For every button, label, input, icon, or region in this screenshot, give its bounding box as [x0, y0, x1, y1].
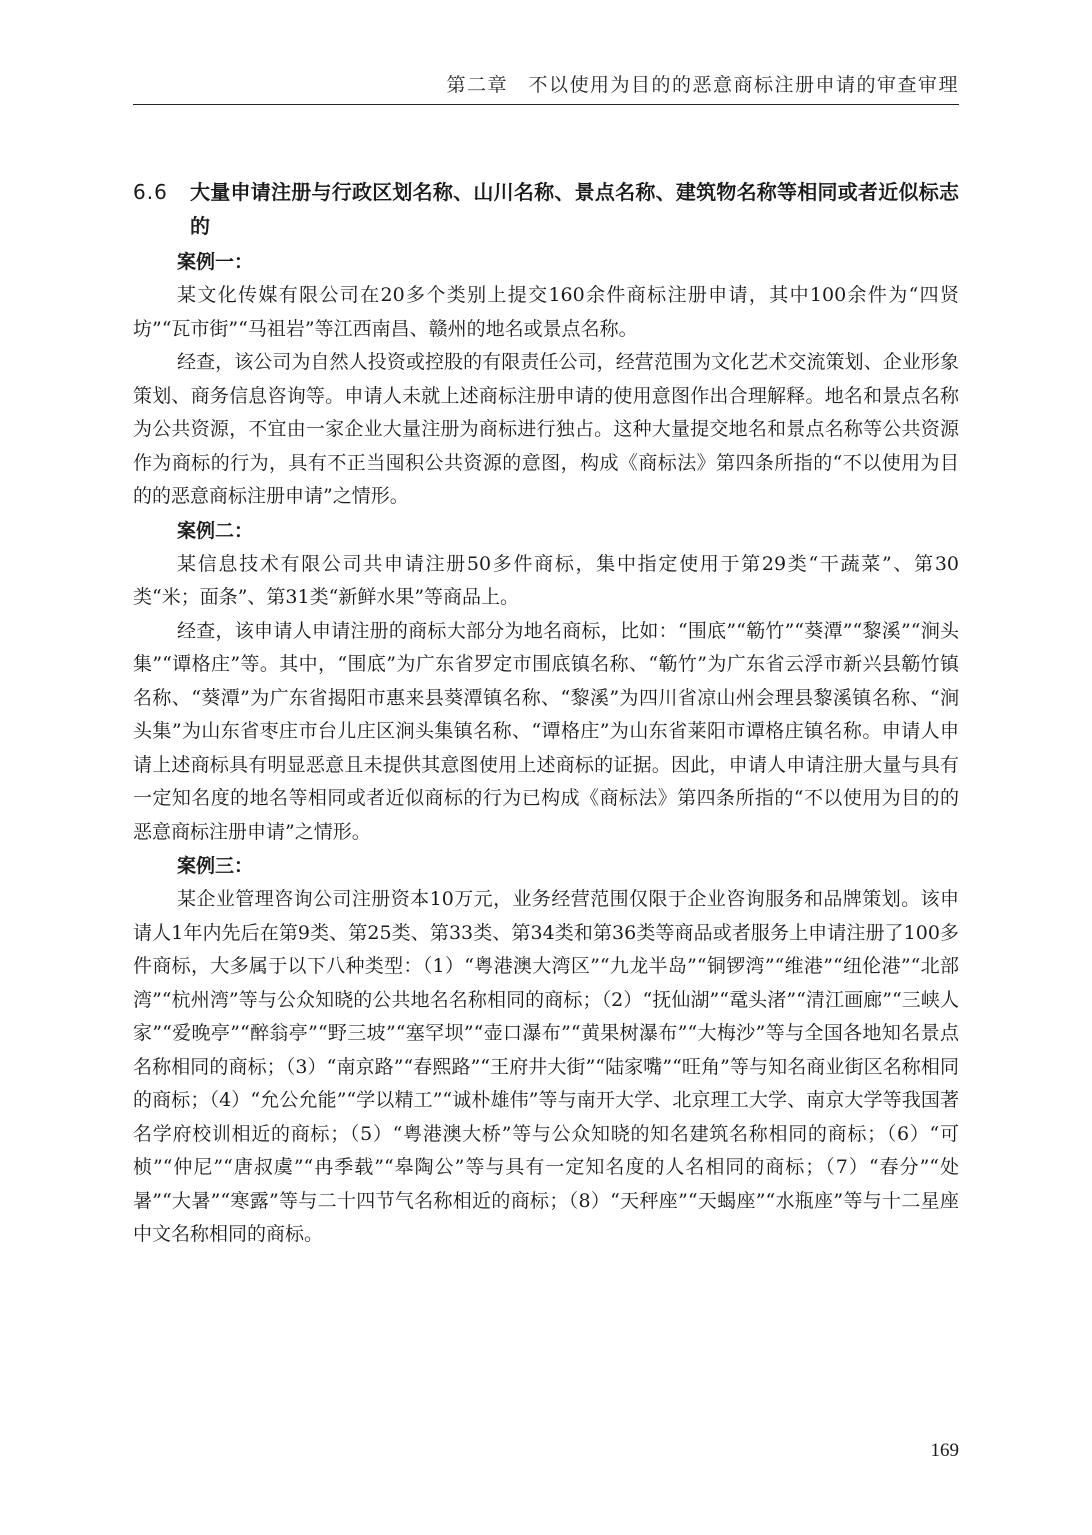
case-1	[133, 245, 959, 514]
case-paragraph: 某文化传媒有限公司在20多个类别上提交160余件商标注册申请，其中100余件为“四贤坊”“瓦市街”“马祖岩”等江西南昌、赣州的地名或景点名称。	[133, 284, 959, 340]
running-header-title: 第二章 不以使用为目的的恶意商标注册申请的审查审理	[446, 74, 959, 96]
section-heading	[133, 175, 959, 243]
case-paragraph: 经查，该公司为自然人投资或控股的有限责任公司，经营范围为文化艺术交流策划、企业形象策划、商务信息咨询等。申请人未就上述商标注册申请的使用意图作出合理解释。地名和景点名称为公共资源，不宜由一家企业大量注册为商标进行独占。这种大量提交地名和景点名称等公共资源作为商标的行为，具有不正当囤积公共资源的意图，构成《商标法》第四条所指的“不以使用为目的的恶意商标注册申请”之情形。	[133, 351, 959, 507]
case-paragraph: 某信息技术有限公司共申请注册50多件商标，集中指定使用于第29类“干蔬菜”、第30类“米；面条”、第31类“新鲜水果”等商品上。	[133, 552, 959, 608]
page-number: 169	[930, 1440, 959, 1461]
section-number: 6.6	[133, 180, 168, 204]
case-title: 案例三：	[177, 855, 254, 877]
case-paragraph: 某企业管理咨询公司注册资本10万元，业务经营范围仅限于企业咨询服务和品牌策划。该申请人1年内先后在第9类、第25类、第33类、第34类和第36类等商品或者服务上申请注册了100多件商标，大多属于以下八种类型：（1）“粤港澳大湾区”“九龙半岛”“铜锣湾”“维港”“纽伦港”“北部湾”“杭州湾”等与公众知晓的公共地名名称相同的商标；（2）“抚仙湖”“鼋头渚”“清江画廊”“三峡人家”“爱晚亭”“醉翁亭”“野三坡”“塞罕坝”“壶口瀑布”“黄果树瀑布”“大梅沙”等与全国各地知名景点名称相同的商标；（3）“南京路”“春熙路”“王府井大街”“陆家嘴”“旺角”等与知名商业街区名称相同的商标；（4）“允公允能”“学以精工”“诚朴雄伟”等与南开大学、北京理工大学、南京大学等我国著名学府校训相近的商标；（5）“粤港澳大桥”等与公众知晓的知名建筑名称相同的商标；（6）“可桢”“仲尼”“唐叔虞”“冉季载”“皋陶公”等与具有一定知名度的人名相同的商标；（7）“春分”“处暑”“大暑”“寒露”等与二十四节气名称相近的商标；（8）“天秤座”“天蝎座”“水瓶座”等与十二星座中文名称相同的商标。	[133, 888, 959, 1245]
section-title: 大量申请注册与行政区划名称、山川名称、景点名称、建筑物名称等相同或者近似标志的	[190, 180, 959, 238]
case-paragraph: 经查，该申请人申请注册的商标大部分为地名商标，比如：“围底”“簕竹”“葵潭”“黎溪”“涧头集”“谭格庄”等。其中，“围底”为广东省罗定市围底镇名称、“簕竹”为广东省云浮市新兴县簕竹镇名称、“葵潭”为广东省揭阳市惠来县葵潭镇名称、“黎溪”为四川省凉山州会理县黎溪镇名称、“涧头集”为山东省枣庄市台儿庄区涧头集镇名称、“谭格庄”为山东省莱阳市谭格庄镇名称。申请人申请上述商标具有明显恶意且未提供其意图使用上述商标的证据。因此，申请人申请注册大量与具有一定知名度的地名等相同或者近似商标的行为已构成《商标法》第四条所指的“不以使用为目的的恶意商标注册申请”之情形。	[133, 619, 959, 843]
case-2	[133, 514, 959, 850]
running-header	[133, 72, 959, 105]
case-3	[133, 849, 959, 1252]
case-title: 案例一：	[177, 251, 254, 273]
case-title: 案例二：	[177, 519, 254, 542]
page-content	[133, 175, 959, 1252]
